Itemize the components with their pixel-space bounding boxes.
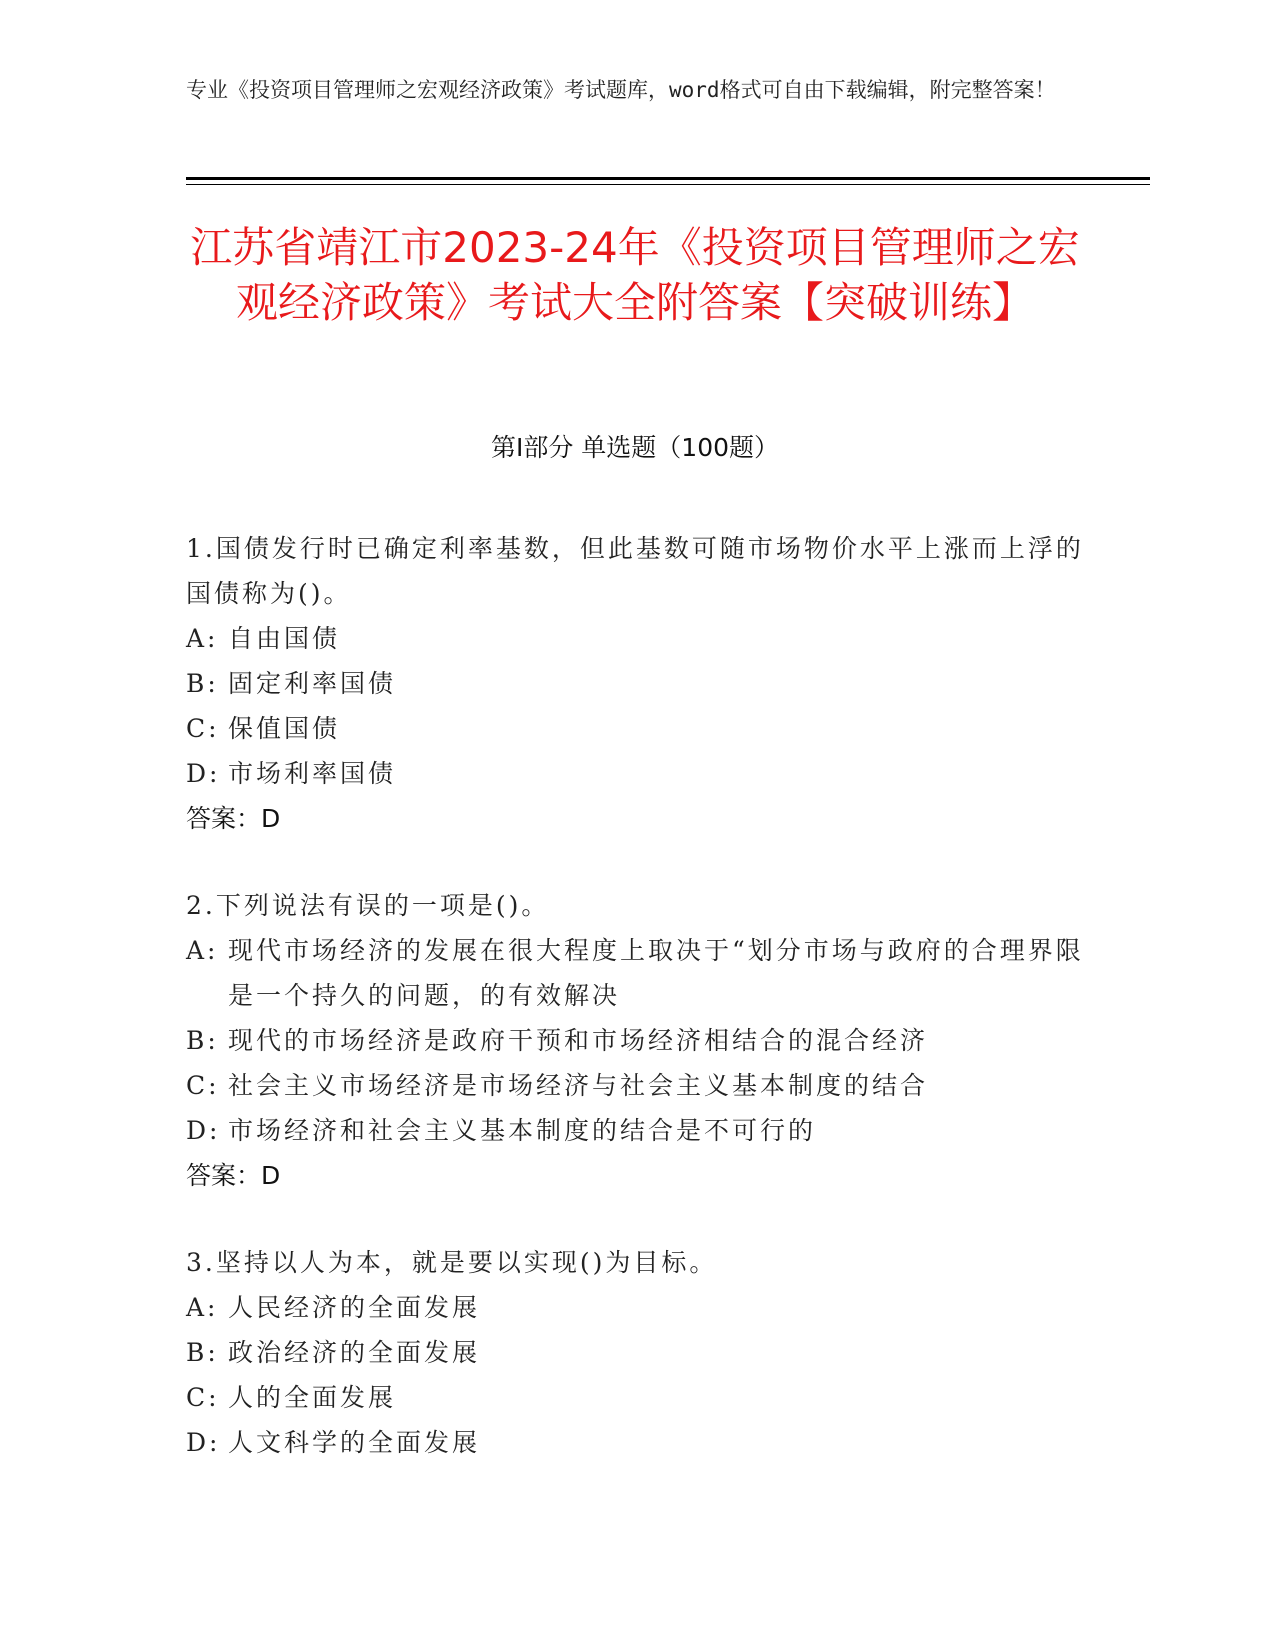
option-key: D: [186, 1116, 221, 1145]
option-a [186, 928, 1086, 1018]
option-key: D: [186, 1428, 221, 1457]
option-d [186, 1108, 1086, 1153]
option-text: 保值国债 [228, 714, 341, 743]
answer-line: 答案：D [186, 804, 281, 833]
option-text: 社会主义市场经济是市场经济与社会主义基本制度的结合 [228, 1071, 929, 1100]
option-text: 固定利率国债 [228, 669, 397, 698]
option-key: A: [186, 936, 219, 965]
option-b [186, 1330, 1086, 1375]
option-d [186, 751, 1086, 796]
question-1 [186, 526, 1086, 841]
option-text: 市场经济和社会主义基本制度的结合是不可行的 [228, 1116, 817, 1145]
header-rule-thick [186, 177, 1150, 180]
option-b [186, 661, 1086, 706]
option-text: 现代的市场经济是政府干预和市场经济相结合的混合经济 [228, 1026, 929, 1055]
option-b [186, 1018, 1086, 1063]
option-text: 人文科学的全面发展 [228, 1428, 481, 1457]
header-rule-thin [186, 184, 1150, 185]
option-text: 自由国债 [228, 624, 341, 653]
section-title: 第I部分 单选题（100题） [490, 433, 780, 462]
option-key: B: [186, 1338, 219, 1367]
option-key: D: [186, 759, 221, 788]
option-key: B: [186, 669, 219, 698]
option-c [186, 1375, 1086, 1420]
option-key: C: [186, 714, 220, 743]
question-list [186, 526, 1086, 1507]
option-text: 人民经济的全面发展 [228, 1293, 481, 1322]
header-note: 专业《投资项目管理师之宏观经济政策》考试题库，word格式可自由下载编辑，附完整答案！ [186, 78, 1056, 102]
question-3 [186, 1240, 1086, 1465]
option-text: 市场利率国债 [228, 759, 397, 788]
option-key: A: [186, 1293, 219, 1322]
answer-line: 答案：D [186, 1161, 281, 1190]
option-d [186, 1420, 1086, 1465]
option-text: 现代市场经济的发展在很大程度上取决于“划分市场与政府的合理界限是一个持久的问题，的有效解决 [228, 936, 1084, 1010]
option-c [186, 706, 1086, 751]
option-key: C: [186, 1383, 220, 1412]
option-a [186, 1285, 1086, 1330]
question-text: 1.国债发行时已确定利率基数，但此基数可随市场物价水平上涨而上浮的国债称为()。 [186, 534, 1084, 608]
document-title: 江苏省靖江市2023-24年《投资项目管理师之宏观经济政策》考试大全附答案【突破训练】 [190, 223, 1080, 327]
option-key: B: [186, 1026, 219, 1055]
question-2 [186, 883, 1086, 1198]
option-text: 政治经济的全面发展 [228, 1338, 481, 1367]
question-text: 3.坚持以人为本，就是要以实现()为目标。 [186, 1248, 718, 1277]
option-key: C: [186, 1071, 220, 1100]
option-a [186, 616, 1086, 661]
option-text: 人的全面发展 [228, 1383, 397, 1412]
option-c [186, 1063, 1086, 1108]
question-text: 2.下列说法有误的一项是()。 [186, 891, 550, 920]
option-key: A: [186, 624, 219, 653]
